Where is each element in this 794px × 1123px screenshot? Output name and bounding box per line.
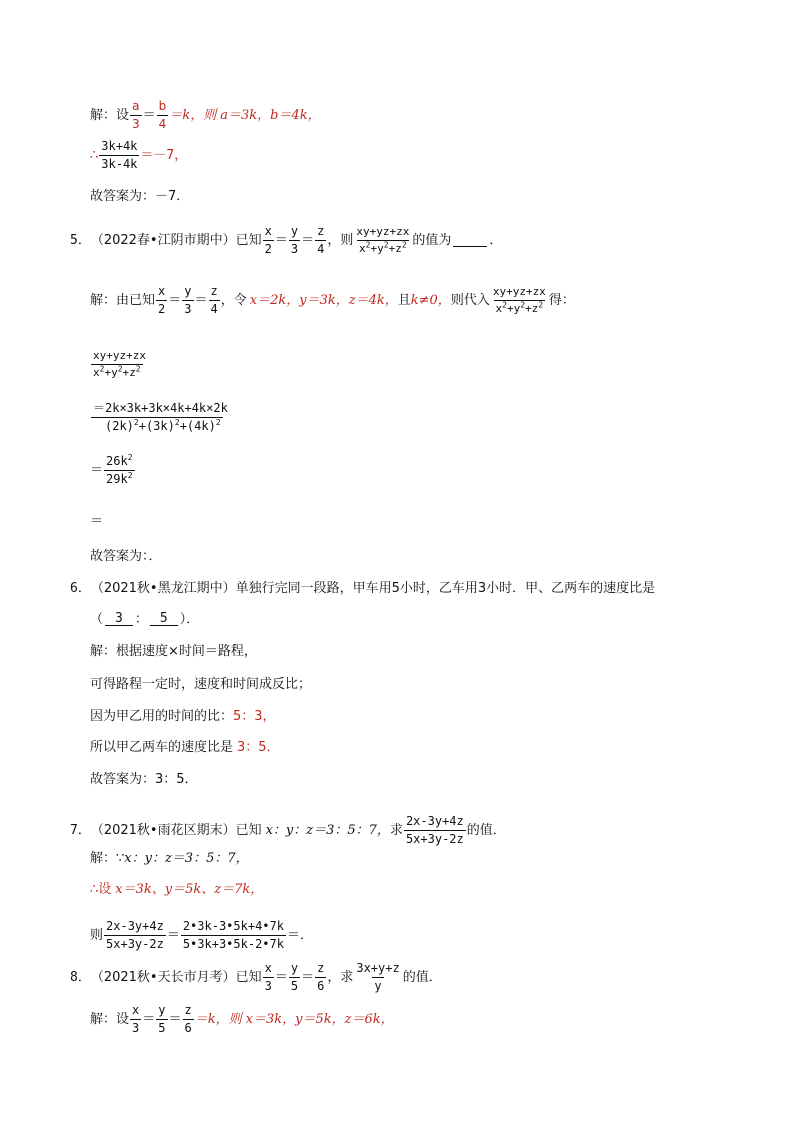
fraction-expression: $\frac{xy+yz+zx}{x^2+y^2+z^2}$ xyxy=(356,225,410,255)
p4-solution-line: 解：设 $\frac{a}{3}$ ＝ $\frac{b}{4}$ ＝k，则 a＝3k， b＝4k， xyxy=(90,99,321,131)
fraction-y-5: $\frac{y}{5}$ xyxy=(290,961,299,993)
p8-solution-1: 解：设 $\frac{x}{3}$ ＝ $\frac{y}{5}$ ＝ $\frac{z}{6}$ ＝k，则 x＝3k，y＝5k，z＝6k， xyxy=(90,1003,394,1035)
p7-solution-1: 解：∵ x：y：z＝3：5：7， xyxy=(90,851,249,866)
p5-solution-line: 解：由已知 $\frac{x}{2}$ ＝ $\frac{y}{3}$ ＝ $\frac{z}{4}$ ，令 x＝2k， y＝3k， z＝4k， 且 k≠0， 则代入 $\frac{xy+yz+zx}{x^2+y^2+z^2}$ 得： xyxy=(90,284,575,316)
p7-solution-3: 则 $\frac{2x-3y+4z}{5x+3y-2z}$ ＝ $\frac{2•3k-3•5k+4•7k}{5•3k+3•5k-2•7k}$ ＝． xyxy=(90,919,313,951)
fraction-x-2: $\frac{x}{2}$ xyxy=(264,224,272,256)
fraction-3k4k: $\frac{3k+4k}{3k-4k}$ xyxy=(101,139,138,171)
fraction-question: $\frac{2x-3y+4z}{5x+3y-2z}$ xyxy=(405,814,464,846)
fraction-y-3: $\frac{y}{3}$ xyxy=(184,284,192,316)
fraction-z-4: $\frac{z}{4}$ xyxy=(210,284,218,316)
fraction-substituted: $\frac{=2k\times 3k+3k\times 4k+4k\times 2k}{(2k)^2+(3k)^2+(4k)^2}$ xyxy=(93,401,228,433)
p7-solution-2: ∴设 x＝3k、y＝5k、z＝7k， xyxy=(90,882,264,897)
answer-blank-1: 3 xyxy=(105,612,133,626)
fraction-y-3: $\frac{y}{3}$ xyxy=(290,224,299,256)
p5-step4: ＝ xyxy=(90,514,104,529)
p5-question: 5． （2022春•江阴市期中）已知 $\frac{x}{2}$ ＝ $\frac{y}{3}$ ＝ $\frac{z}{4}$ ，则 $\frac{xy+yz+zx}{x^2+y^2+z^2}$ 的值为 ． xyxy=(70,224,503,256)
answer-blank xyxy=(453,234,487,247)
fraction-question: $\frac{2x-3y+4z}{5x+3y-2z}$ xyxy=(106,919,164,951)
p8-question: 8． （2021秋•天长市月考）已知 $\frac{x}{3}$ ＝ $\frac{y}{5}$ ＝ $\frac{z}{6}$ ，求 $\frac{3x+y+z}{y}$ 的值． xyxy=(70,961,442,993)
p4-therefore-line: ∴ $\frac{3k+4k}{3k-4k}$ ＝－7， xyxy=(90,139,188,171)
fraction-x-3: $\frac{x}{3}$ xyxy=(264,961,272,993)
fraction-z-6: $\frac{z}{6}$ xyxy=(317,961,325,993)
fraction-26-29: $\frac{26k^2}{29k^2}$ xyxy=(106,453,133,486)
fraction-z-4: $\frac{z}{4}$ xyxy=(317,224,325,256)
p6-solution-4: 所以甲乙两车的速度比是 3：5． xyxy=(90,740,280,755)
p6-answer: 故答案为：3：5． xyxy=(90,772,198,787)
fraction-y-5: $\frac{y}{5}$ xyxy=(158,1003,166,1035)
p5-step1 xyxy=(90,350,149,378)
fraction-b-over-4: $\frac{b}{4}$ xyxy=(158,99,167,131)
fraction-expression: $\frac{xy+yz+zx}{x^2+y^2+z^2}$ xyxy=(93,349,146,379)
p5-step2 xyxy=(90,402,231,432)
p5-answer: 故答案为：． xyxy=(90,549,162,564)
fraction-x-2: $\frac{x}{2}$ xyxy=(158,284,166,316)
fraction-substituted: $\frac{2•3k-3•5k+4•7k}{5•3k+3•5k-2•7k}$ xyxy=(182,919,284,951)
p7-question: 7． （2021秋•雨花区期末）已知 x：y：z＝3：5：7， 求 $\frac{2x-3y+4z}{5x+3y-2z}$ 的值． xyxy=(70,814,506,846)
p6-solution-3: 因为甲乙用的时间的比： 5：3， xyxy=(90,709,276,724)
p6-question-blanks: （ 3 ： 5 ）． xyxy=(90,611,200,627)
p4-answer: 故答案为：－7． xyxy=(90,189,190,204)
p6-question: 6． （2021秋•黑龙江期中）单独行完同一段路，甲车用5小时，乙车用3小时．甲、乙两车的速度比是 xyxy=(70,581,656,596)
fraction-question: $\frac{3x+y+z}{y}$ xyxy=(356,961,400,993)
fraction-expression: $\frac{xy+yz+zx}{x^2+y^2+z^2}$ xyxy=(492,285,546,315)
p6-solution-2: 可得路程一定时，速度和时间成反比； xyxy=(90,677,312,692)
fraction-a-over-3: $\frac{a}{3}$ xyxy=(132,99,140,131)
answer-blank-2: 5 xyxy=(150,612,178,626)
p6-solution-1: 解：根据速度×时间＝路程， xyxy=(90,644,257,659)
p5-step3: ＝ $\frac{26k^2}{29k^2}$ xyxy=(90,453,133,486)
fraction-x-3: $\frac{x}{3}$ xyxy=(132,1003,140,1035)
fraction-z-6: $\frac{z}{6}$ xyxy=(184,1003,192,1035)
